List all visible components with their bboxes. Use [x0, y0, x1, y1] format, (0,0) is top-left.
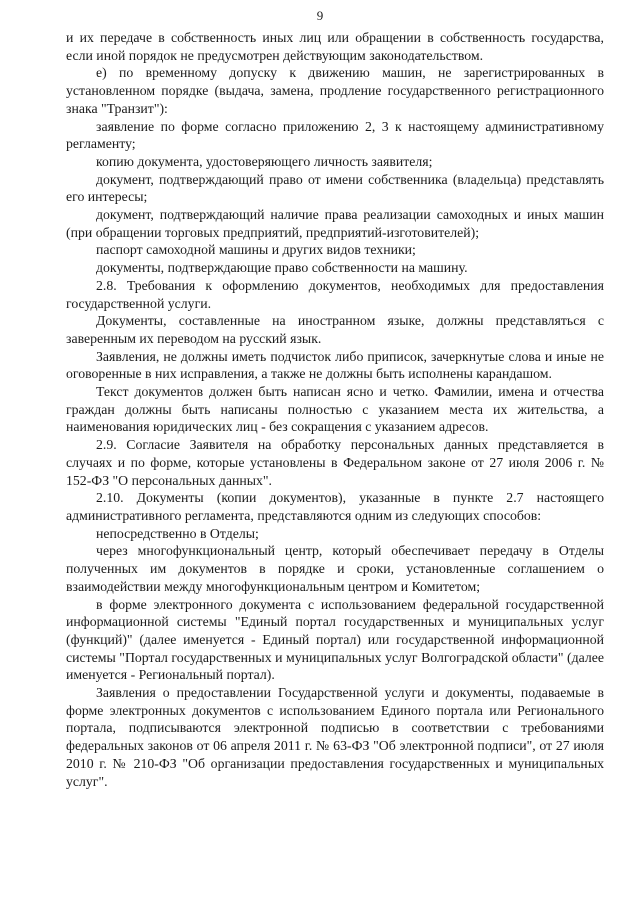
paragraph: 2.8. Требования к оформлению документов, необходимых для предоставления государственной услуги. — [66, 277, 604, 311]
paragraph: документы, подтверждающие право собственности на машину. — [96, 260, 468, 276]
paragraph: и их передаче в собственность иных лиц или обращении в собственность государства, если иной порядок не предусмотрен действующим законодательством. — [66, 30, 604, 63]
paragraph: непосредственно в Отделы; — [96, 525, 259, 541]
paragraph: заявление по форме согласно приложению 2, 3 к настоящему административному регламенту; — [66, 118, 604, 152]
paragraph: Документы, составленные на иностранном языке, должны представляться с заверенным их переводом на русский язык. — [66, 313, 604, 346]
paragraph: Заявления о предоставлении Государственной услуги и документы, подаваемые в форме электронных документов с использованием Единого портала или Регионального портала, подписываются электронной подписью в соответствии с требованиями федеральных законов от 06 апреля 2011 г. № 63-ФЗ "Об электронной подписи", от 27 июля 2010 г. № 210-ФЗ "Об организации предоставления государственных и муниципальных услуг". — [66, 685, 604, 789]
paragraph: паспорт самоходной машины и других видов техники; — [96, 242, 416, 258]
paragraph: копию документа, удостоверяющего личность заявителя; — [96, 153, 433, 169]
paragraph: е) по временному допуску к движению машин, не зарегистрированных в установленном порядке (выдача, замена, продление государственного регистрационного знака "Транзит"): — [66, 65, 604, 116]
paragraph: через многофункциональный центр, который обеспечивает передачу в Отделы полученных им документов в порядке и сроки, установленные соглашением о взаимодействии между многофункциональным центром и Комитетом; — [66, 543, 604, 594]
paragraph: документ, подтверждающий наличие права реализации самоходных и иных машин (при обращении торговых предприятий, предприятий-изготовителей); — [66, 207, 604, 240]
paragraph: 2.9. Согласие Заявителя на обработку персональных данных представляется в случаях и по форме, которые установлены в Федеральном законе от 27 июля 2006 г. № 152-ФЗ "О персональных данных". — [66, 437, 604, 488]
paragraph: Текст документов должен быть написан ясно и четко. Фамилии, имена и отчества граждан должны быть написаны полностью с указанием места их жительства, а наименования юридических лиц - без сокращения с указанием адресов. — [66, 384, 604, 435]
paragraph: Заявления, не должны иметь подчисток либо приписок, зачеркнутые слова и иные не оговоренные в них исправления, а также не должны быть исполнены карандашом. — [66, 348, 604, 382]
paragraph: документ, подтверждающий право от имени собственника (владельца) представлять его интересы; — [66, 171, 604, 205]
paragraph: в форме электронного документа с использованием федеральной государственной информационной системы "Единый портал государственных и муниципальных услуг (функций)" (далее именуется - Единый портал) или государственной информационной системы "Портал государственных и муниципальных услуг Волгоградской области" (далее именуется - Региональный портал). — [66, 596, 604, 683]
page-number: 9 — [316, 8, 324, 23]
document-body — [66, 29, 604, 790]
paragraph: 2.10. Документы (копии документов), указанные в пункте 2.7 настоящего административного регламента, представляются одним из следующих способов: — [66, 490, 604, 523]
